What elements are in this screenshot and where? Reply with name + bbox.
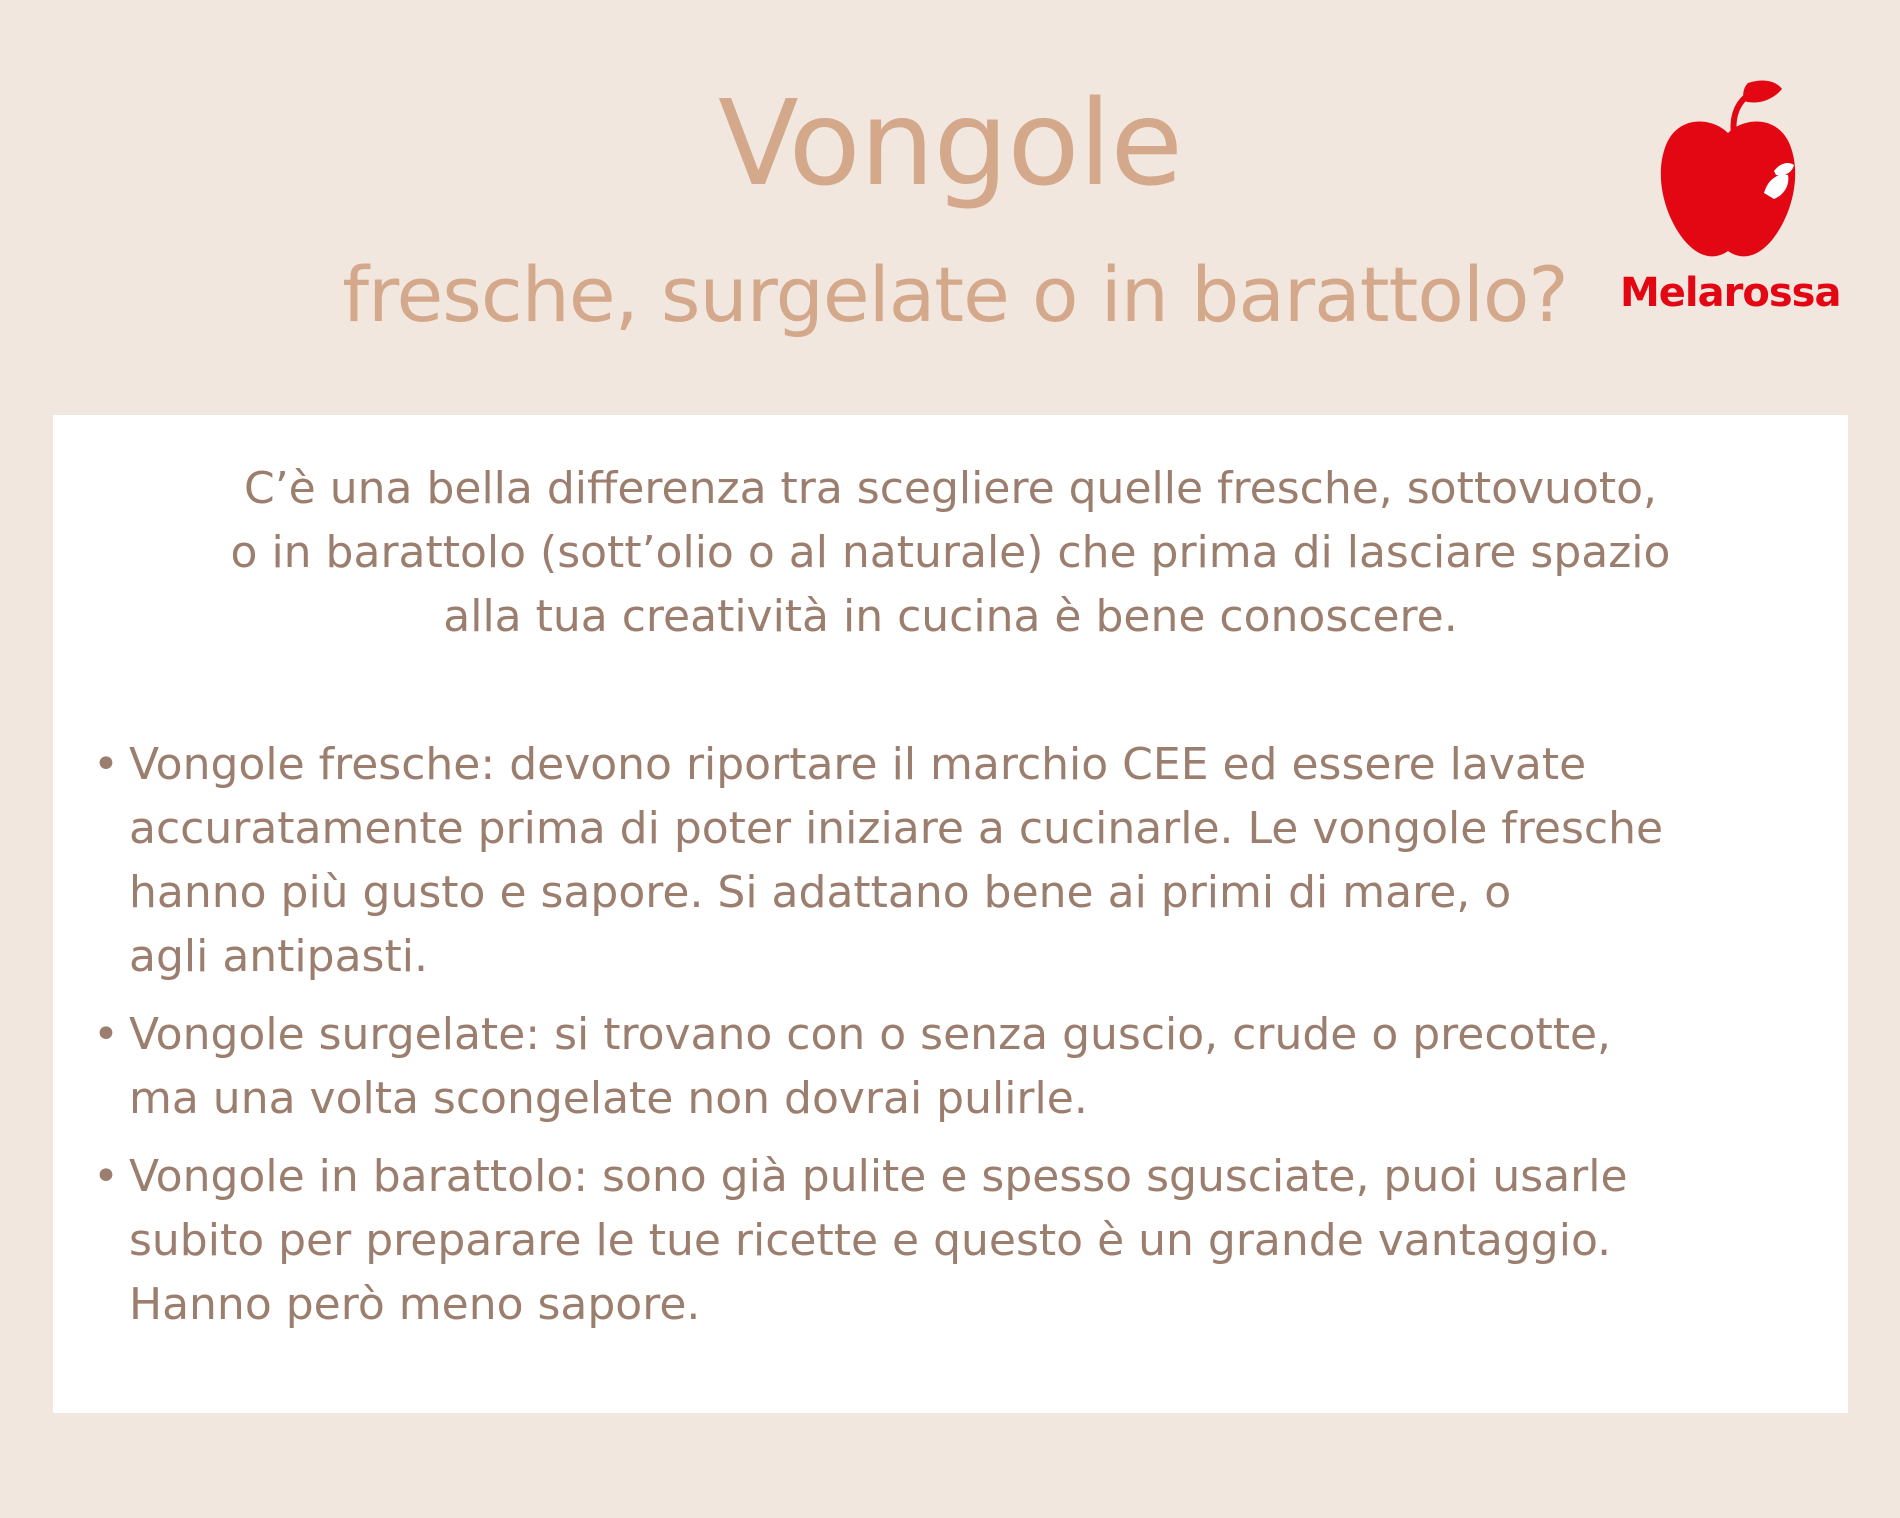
logo-wordmark: Melarossa	[1620, 270, 1841, 316]
bullet-list	[93, 733, 1813, 1351]
list-item-line: Vongole surgelate: si trovano con o senza guscio, crude o precotte,	[129, 1009, 1612, 1060]
list-item-line: hanno più gusto e sapore. Si adattano bene ai primi di mare, o	[129, 867, 1512, 918]
list-item-surgelate	[93, 1003, 1813, 1131]
intro-line: alla tua creatività in cucina è bene conoscere.	[443, 591, 1458, 642]
bullet-icon: •	[93, 739, 119, 790]
intro-line: C’è una bella differenza tra scegliere quelle fresche, sottovuoto,	[243, 463, 1658, 514]
list-item-barattolo	[93, 1145, 1813, 1337]
page-subtitle: fresche, surgelate o in barattolo?	[342, 250, 1568, 339]
list-item-line: ma una volta scongelate non dovrai pulirle.	[129, 1073, 1088, 1124]
list-item-line: Hanno però meno sapore.	[129, 1279, 701, 1330]
header	[0, 0, 1900, 400]
apple-icon	[1656, 75, 1801, 265]
list-item-line: subito per preparare le tue ricette e questo è un grande vantaggio.	[129, 1215, 1612, 1266]
bullet-icon: •	[93, 1009, 119, 1060]
intro-line: o in barattolo (sott’olio o al naturale) che prima di lasciare spazio	[230, 527, 1671, 578]
intro-paragraph	[143, 457, 1758, 649]
list-item-line: Vongole in barattolo: sono già pulite e spesso sgusciate, puoi usarle	[129, 1151, 1628, 1202]
bullet-icon: •	[93, 1151, 119, 1202]
page-title: Vongole	[717, 74, 1183, 212]
list-item-line: Vongole fresche: devono riportare il marchio CEE ed essere lavate	[129, 739, 1587, 790]
melarossa-logo	[1620, 75, 1840, 325]
list-item-line: accuratamente prima di poter iniziare a cucinarle. Le vongole fresche	[129, 803, 1664, 854]
list-item-line: agli antipasti.	[129, 931, 428, 982]
list-item-fresche	[93, 733, 1813, 989]
content-card	[53, 415, 1848, 1413]
